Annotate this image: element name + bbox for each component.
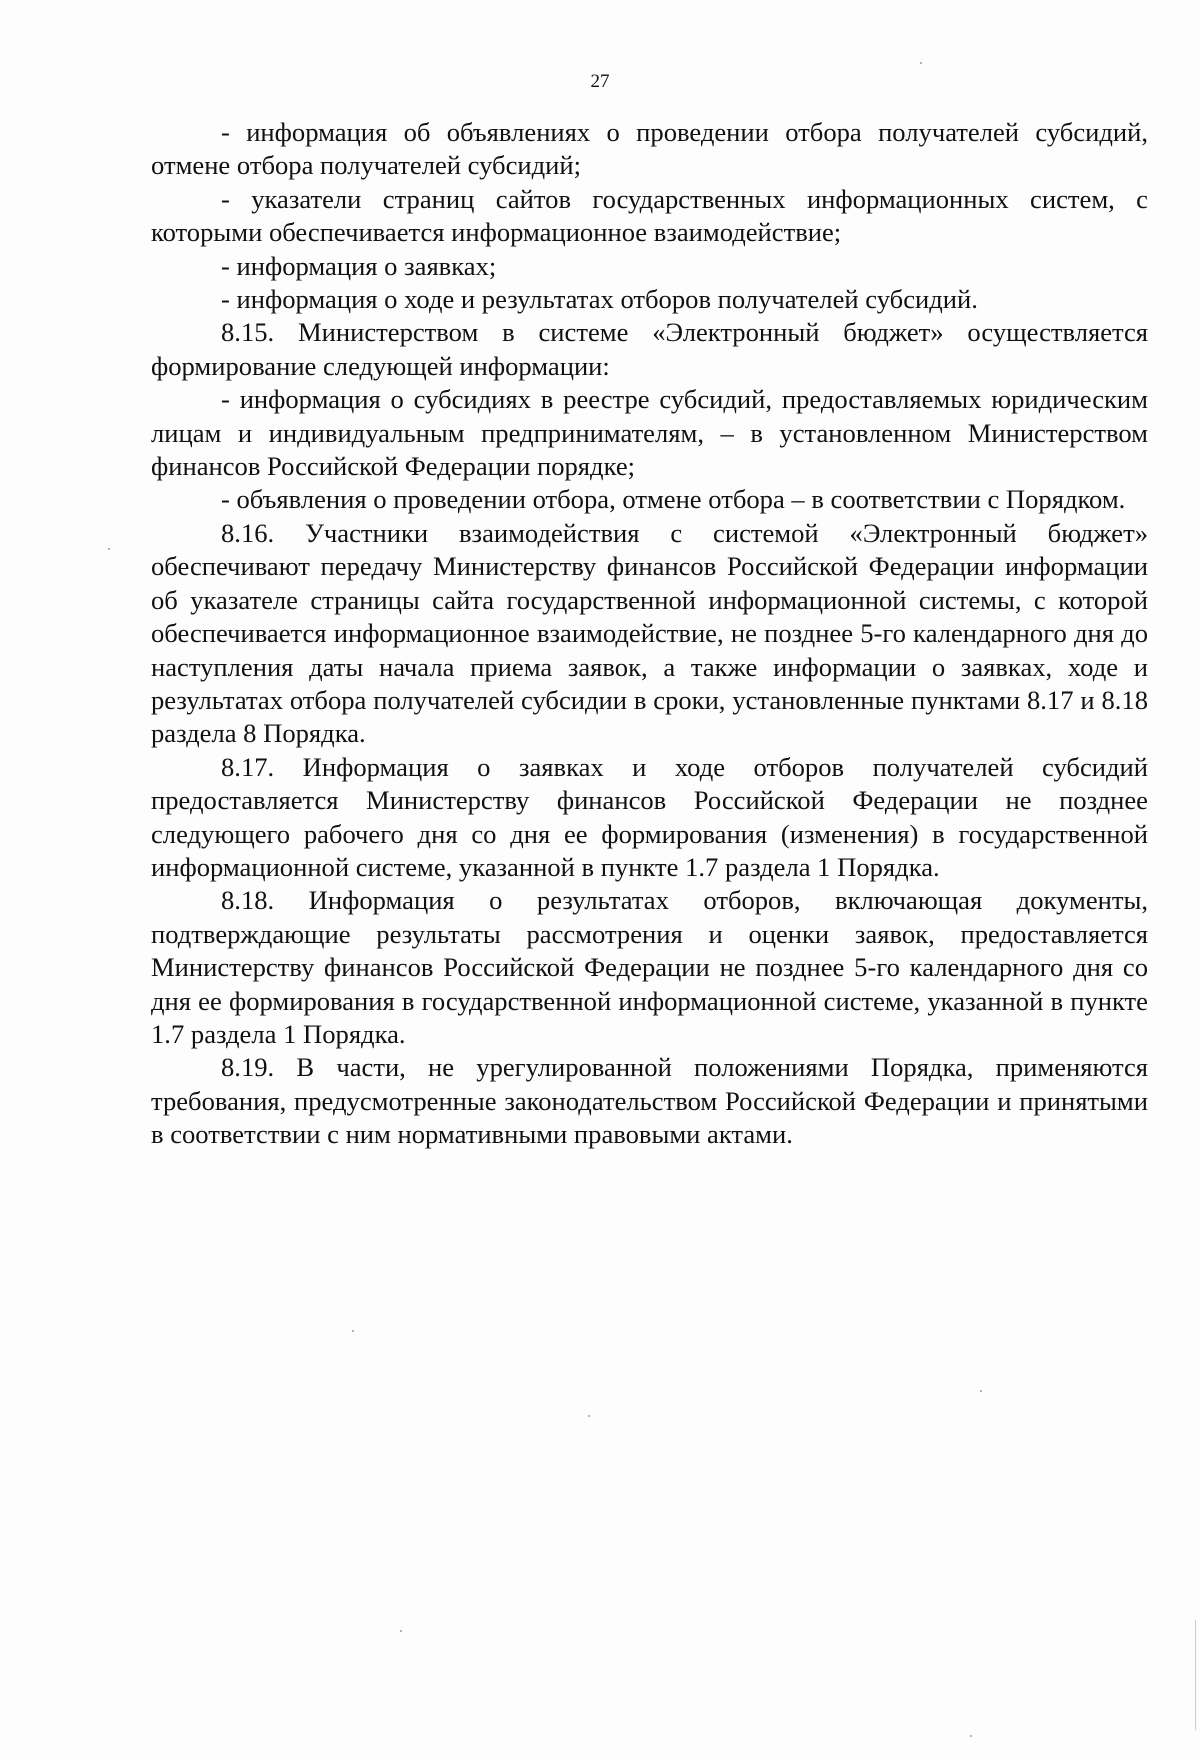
paragraph-bullet-site-pointers: - указатели страниц сайтов государственных информационных систем, с которыми обеспечивается информационное взаимодействие;: [151, 183, 1148, 248]
document-body: [151, 116, 1148, 1152]
scan-speck: [588, 1415, 590, 1417]
scan-speck: [352, 1330, 354, 1332]
paragraph-bullet-subsidy-registry: - информация о субсидиях в реестре субсидий, предоставляемых юридическим лицам и индивидуальным предпринимателям, – в установленном Министерством финансов Российской Федерации порядке;: [151, 384, 1148, 482]
paragraph-bullet-selection-notices: - объявления о проведении отбора, отмене отбора – в соответствии с Порядком.: [221, 484, 1126, 515]
paragraph-8-19: 8.19. В части, не урегулированной положениями Порядка, применяются требования, предусмотренные законодательством Российской Федерации и принятыми в соответствии с ним нормативными правовыми актами.: [151, 1052, 1148, 1150]
scan-speck: [980, 1390, 982, 1392]
paragraph-8-17: 8.17. Информация о заявках и ходе отборов получателей субсидий предоставляется Министерству финансов Российской Федерации не позднее следующего рабочего дня со дня ее формирования (изменения) в государственной информационной системе, указанной в пункте 1.7 раздела 1 Порядка.: [151, 751, 1148, 882]
paragraph-8-18: 8.18. Информация о результатах отборов, включающая документы, подтверждающие результаты рассмотрения и оценки заявок, предоставляется Министерству финансов Российской Федерации не позднее 5-го календарного дня со дня ее формирования в государственной информационной системе, указанной в пункте 1.7 раздела 1 Порядка.: [151, 885, 1148, 1049]
paragraph-bullet-announcements: - информация об объявлениях о проведении отбора получателей субсидий, отмене отбора получателей субсидий;: [151, 117, 1148, 181]
paragraph-8-16: 8.16. Участники взаимодействия с системой «Электронный бюджет» обеспечивают передачу Министерству финансов Российской Федерации информации об указателе страницы сайта государственной информационной системы, с которой обеспечивается информационное взаимодействие, не позднее 5-го календарного дня до наступления даты начала приема заявок, а также информации о заявках, ходе и результатах отбора получателей субсидии в сроки, установленные пунктами 8.17 и 8.18 раздела 8 Порядка.: [151, 517, 1148, 749]
page-number: 27: [590, 71, 610, 92]
scan-speck: [108, 548, 110, 550]
paragraph-8-15: 8.15. Министерством в системе «Электронный бюджет» осуществляется формирование следующей информации:: [151, 317, 1148, 381]
paragraph-bullet-applications: - информация о заявках;: [221, 250, 497, 281]
scan-edge-line: [1195, 1620, 1196, 1730]
scan-speck: [920, 62, 922, 64]
scan-speck: [970, 1735, 972, 1737]
scan-speck: [400, 1630, 402, 1632]
paragraph-bullet-selection-results: - информация о ходе и результатах отборов получателей субсидий.: [221, 284, 978, 315]
